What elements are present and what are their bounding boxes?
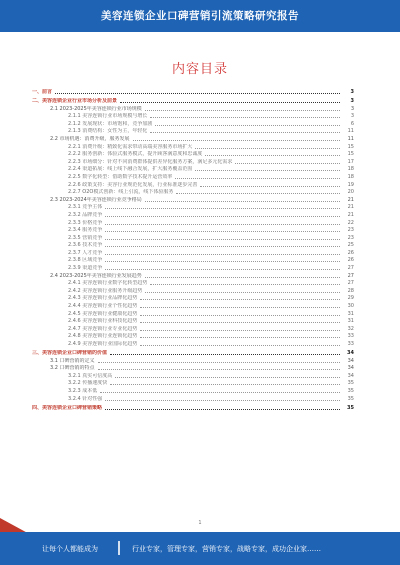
toc-entry-title: 2.3.3 价格竞争 (68, 219, 103, 226)
toc-dot-leader (98, 369, 340, 370)
toc-entry-page: 28 (347, 287, 354, 294)
report-title: 美容连锁企业口碑营销引流策略研究报告 (101, 10, 299, 22)
toc-entry-title: 一、前言 (32, 89, 53, 95)
toc-entry-page: 35 (347, 404, 354, 411)
toc-dot-leader (105, 409, 340, 410)
toc-entry[interactable] (32, 150, 354, 158)
toc-entry-page: 33 (347, 333, 354, 340)
toc-entry-page: 29 (347, 295, 354, 302)
toc-entry-title: 2.2.1 消费升级：精致化需求带动高端美容服务市场扩大 (68, 143, 193, 150)
toc-entry-page: 11 (347, 135, 354, 142)
toc-dot-leader (195, 148, 340, 149)
toc-entry-title: 2.3.5 营销竞争 (68, 234, 103, 241)
toc-dot-leader (145, 110, 340, 111)
toc-dot-leader (105, 208, 340, 209)
toc-entry[interactable] (32, 347, 354, 356)
toc-entry[interactable] (32, 241, 354, 249)
toc-entry[interactable] (32, 203, 354, 211)
header-bar (0, 0, 400, 32)
toc-dot-leader (115, 377, 340, 378)
toc-entry[interactable] (32, 233, 354, 241)
toc-dot-leader (140, 345, 340, 346)
toc-dot-leader (140, 322, 340, 323)
toc-dot-leader (140, 337, 340, 338)
toc-entry-page: 31 (347, 318, 354, 325)
toc-dot-leader (105, 246, 340, 247)
toc-entry-page: 34 (347, 365, 354, 372)
toc-entry-title: 二、美容连锁企业行业市场分析及前景 (32, 98, 118, 104)
toc-entry[interactable] (32, 309, 354, 317)
toc-entry[interactable] (32, 324, 354, 332)
toc-entry-title: 2.1 2023-2025年美容连锁行业市场规模 (50, 105, 142, 112)
toc-entry-page: 34 (347, 357, 354, 364)
toc-entry-title: 2.3.4 服务竞争 (68, 227, 103, 234)
toc-entry-title: 2.3.8 区域竞争 (68, 257, 103, 264)
toc-dot-leader (120, 102, 340, 103)
toc-entry-page: 33 (347, 341, 354, 347)
toc-dot-leader (105, 269, 340, 270)
toc-entry-page: 15 (347, 143, 354, 150)
toc-entry-title: 3.2.1 真实可信度高 (68, 372, 113, 379)
toc-entry[interactable] (32, 248, 354, 256)
toc-entry-page: 21 (347, 196, 354, 203)
toc-dot-leader (105, 254, 340, 255)
toc-entry[interactable] (32, 165, 354, 173)
toc-entry[interactable] (32, 317, 354, 325)
toc-entry[interactable] (32, 127, 354, 135)
toc-entry[interactable] (32, 157, 354, 165)
toc-entry-title: 2.4.9 美容连锁行业国际化趋势 (68, 341, 138, 347)
toc-dot-leader (105, 400, 340, 401)
toc-entry-page: 27 (347, 280, 354, 287)
toc-entry[interactable] (32, 142, 354, 150)
toc-entry-title: 2.1.2 发展现状：市场饱和，竞争加剧 (68, 120, 153, 127)
toc-entry-page: 31 (347, 310, 354, 317)
toc-entry-title: 2.2.2 服务创新：体验式服务模式，提升顾客满意度和忠诚度 (68, 151, 203, 158)
toc-dot-leader (55, 93, 340, 94)
toc-entry-title: 3.2 口碑营销的特点 (50, 365, 95, 372)
toc-entry[interactable] (32, 294, 354, 302)
toc-entry[interactable] (32, 104, 354, 112)
toc-entry-title: 3.2.4 针对性强 (68, 395, 103, 402)
toc-entry-title: 3.2.3 成本低 (68, 387, 98, 394)
toc-entry-page: 35 (347, 387, 354, 394)
toc-entry-title: 2.4.2 美容连锁行业服务升级趋势 (68, 287, 143, 294)
toc-entry-page: 17 (347, 158, 354, 165)
toc-entry[interactable] (32, 195, 354, 203)
toc-entry-page: 27 (347, 272, 354, 279)
toc-entry[interactable] (32, 180, 354, 188)
toc-entry-title: 2.2.4 渠道拓展：线上线下融合发展，扩大服务覆盖范围 (68, 166, 193, 173)
toc-entry-title: 2.4.1 美容连锁行业数字化转型趋势 (68, 280, 148, 287)
toc-entry-page: 21 (347, 211, 354, 218)
toc-entry-title: 3.1 口碑营销的定义 (50, 357, 95, 364)
table-of-contents (32, 86, 354, 411)
toc-dot-leader (105, 261, 340, 262)
toc-dot-leader (176, 193, 340, 194)
toc-dot-leader (105, 224, 340, 225)
toc-entry-title: 3.2.2 传播速度快 (68, 380, 108, 387)
toc-entry-title: 2.4.6 美容连锁行业科技化趋势 (68, 318, 138, 325)
toc-entry[interactable] (32, 332, 354, 340)
toc-entry-page: 20 (347, 189, 354, 196)
toc-entry[interactable] (32, 364, 354, 372)
toc-entry-page: 23 (347, 234, 354, 241)
toc-entry-page: 11 (347, 128, 354, 135)
toc-entry-page: 18 (347, 166, 354, 173)
toc-entry-page: 32 (347, 325, 354, 332)
toc-entry[interactable] (32, 339, 354, 347)
toc-dot-leader (150, 117, 340, 118)
toc-dot-leader (140, 330, 340, 331)
toc-entry[interactable] (32, 256, 354, 264)
toc-entry-title: 2.2 市场机遇：消费升级，服务发展 (50, 135, 130, 142)
toc-dot-leader (98, 362, 340, 363)
toc-dot-leader (100, 392, 340, 393)
toc-entry-page: 35 (347, 380, 354, 387)
toc-entry-title: 2.2.3 市场细分：针对不同消费群体提供差异化服务方案，满足多元化需求 (68, 158, 233, 165)
footer-slogan-left: 让每个人都能成为 (42, 545, 98, 553)
toc-dot-leader (105, 216, 340, 217)
toc-entry-page: 22 (347, 219, 354, 226)
toc-entry[interactable] (32, 112, 354, 120)
toc-dot-leader (140, 299, 340, 300)
toc-entry[interactable] (32, 263, 354, 271)
toc-entry[interactable] (32, 271, 354, 279)
toc-entry-page: 25 (347, 242, 354, 249)
toc-entry-title: 2.3.9 渠道竞争 (68, 265, 103, 272)
toc-entry[interactable] (32, 172, 354, 180)
toc-dot-leader (235, 163, 340, 164)
toc-dot-leader (140, 315, 340, 316)
toc-entry-title: 2.3.1 竞争主体 (68, 204, 103, 211)
toc-entry[interactable] (32, 134, 354, 142)
toc-dot-leader (133, 140, 340, 141)
toc-entry[interactable] (32, 210, 354, 218)
toc-entry-title: 2.4.3 美容连锁行业品牌化趋势 (68, 295, 138, 302)
toc-entry-page: 15 (347, 151, 354, 158)
toc-entry[interactable] (32, 402, 354, 411)
toc-entry-page: 30 (347, 303, 354, 310)
toc-entry-page: 27 (347, 265, 354, 272)
toc-dot-leader (145, 277, 340, 278)
toc-entry-page: 19 (347, 181, 354, 188)
footer-divider (118, 541, 120, 555)
toc-dot-leader (200, 186, 340, 187)
toc-entry[interactable] (32, 218, 354, 226)
toc-entry-title: 2.3.7 人才竞争 (68, 249, 103, 256)
toc-dot-leader (175, 178, 340, 179)
toc-entry-page: 34 (347, 350, 354, 356)
toc-entry[interactable] (32, 386, 354, 394)
toc-dot-leader (110, 384, 340, 385)
toc-entry-title: 2.2.7 O2O模式创新：线上引流，线下体验服务 (68, 189, 174, 196)
toc-entry-title: 2.4 2023-2025年美容连锁行业发展趋势 (50, 272, 142, 279)
toc-entry-title: 2.2.5 数字化转型：借助数字技术提升运营效率 (68, 173, 173, 180)
toc-heading: 内容目录 (171, 62, 228, 77)
toc-entry[interactable] (32, 86, 354, 95)
toc-entry-title: 2.4.7 美容连锁行业专业化趋势 (68, 325, 138, 332)
toc-dot-leader (195, 170, 340, 171)
toc-entry-page: 3 (350, 105, 354, 112)
toc-entry[interactable] (32, 188, 354, 196)
toc-entry-page: 34 (347, 372, 354, 379)
toc-entry-title: 2.1.1 美容连锁行业市场规模与增长 (68, 113, 148, 120)
toc-dot-leader (150, 284, 340, 285)
toc-entry[interactable] (32, 371, 354, 379)
toc-entry-page: 3 (350, 113, 354, 120)
toc-dot-leader (155, 125, 340, 126)
footer-slogan-right: 行业专家，管理专家，营销专家，战略专家，成功企业家…… (132, 545, 321, 553)
toc-dot-leader (105, 231, 340, 232)
toc-entry-title: 2.3.2 品牌竞争 (68, 211, 103, 218)
toc-entry-page: 35 (347, 395, 354, 402)
toc-entry-title: 2.4.4 美容连锁行业个性化趋势 (68, 303, 138, 310)
toc-entry-page: 3 (350, 89, 354, 95)
toc-entry-page: 6 (350, 120, 354, 127)
toc-entry-title: 四、美容连锁企业口碑营销策略 (32, 404, 103, 411)
toc-entry-title: 2.4.8 美容连锁行业连锁化趋势 (68, 333, 138, 340)
toc-dot-leader (150, 132, 340, 133)
toc-entry-title: 2.3.6 技术竞争 (68, 242, 103, 249)
toc-entry-page: 3 (350, 98, 354, 104)
toc-entry-title: 2.2.6 政策支持：美容行业规范化发展，行业标准逐步完善 (68, 181, 198, 188)
toc-entry[interactable] (32, 119, 354, 127)
toc-entry[interactable] (32, 379, 354, 387)
toc-dot-leader (140, 307, 340, 308)
toc-entry[interactable] (32, 394, 354, 402)
toc-entry-page: 26 (347, 257, 354, 264)
toc-dot-leader (145, 201, 340, 202)
page-number: 1 (198, 520, 202, 526)
toc-dot-leader (110, 354, 340, 355)
toc-entry[interactable] (32, 301, 354, 309)
toc-entry[interactable] (32, 286, 354, 294)
toc-dot-leader (145, 292, 340, 293)
toc-dot-leader (205, 155, 340, 156)
footer-bar (0, 532, 400, 565)
toc-entry-page: 23 (347, 227, 354, 234)
toc-entry-title: 2.1.3 消费结构：女性为主，年轻化 (68, 128, 148, 135)
toc-entry[interactable] (32, 279, 354, 287)
toc-entry-page: 18 (347, 173, 354, 180)
toc-entry-page: 21 (347, 204, 354, 211)
toc-entry[interactable] (32, 356, 354, 364)
toc-entry-title: 三、美容连锁企业口碑营销的价值 (32, 350, 108, 356)
toc-entry[interactable] (32, 226, 354, 234)
toc-entry-title: 2.3 2023-2024年美容连锁行业竞争格局 (50, 196, 142, 203)
toc-dot-leader (105, 239, 340, 240)
toc-entry[interactable] (32, 95, 354, 104)
toc-entry-title: 2.4.5 美容连锁行业健康化趋势 (68, 310, 138, 317)
toc-entry-page: 26 (347, 249, 354, 256)
